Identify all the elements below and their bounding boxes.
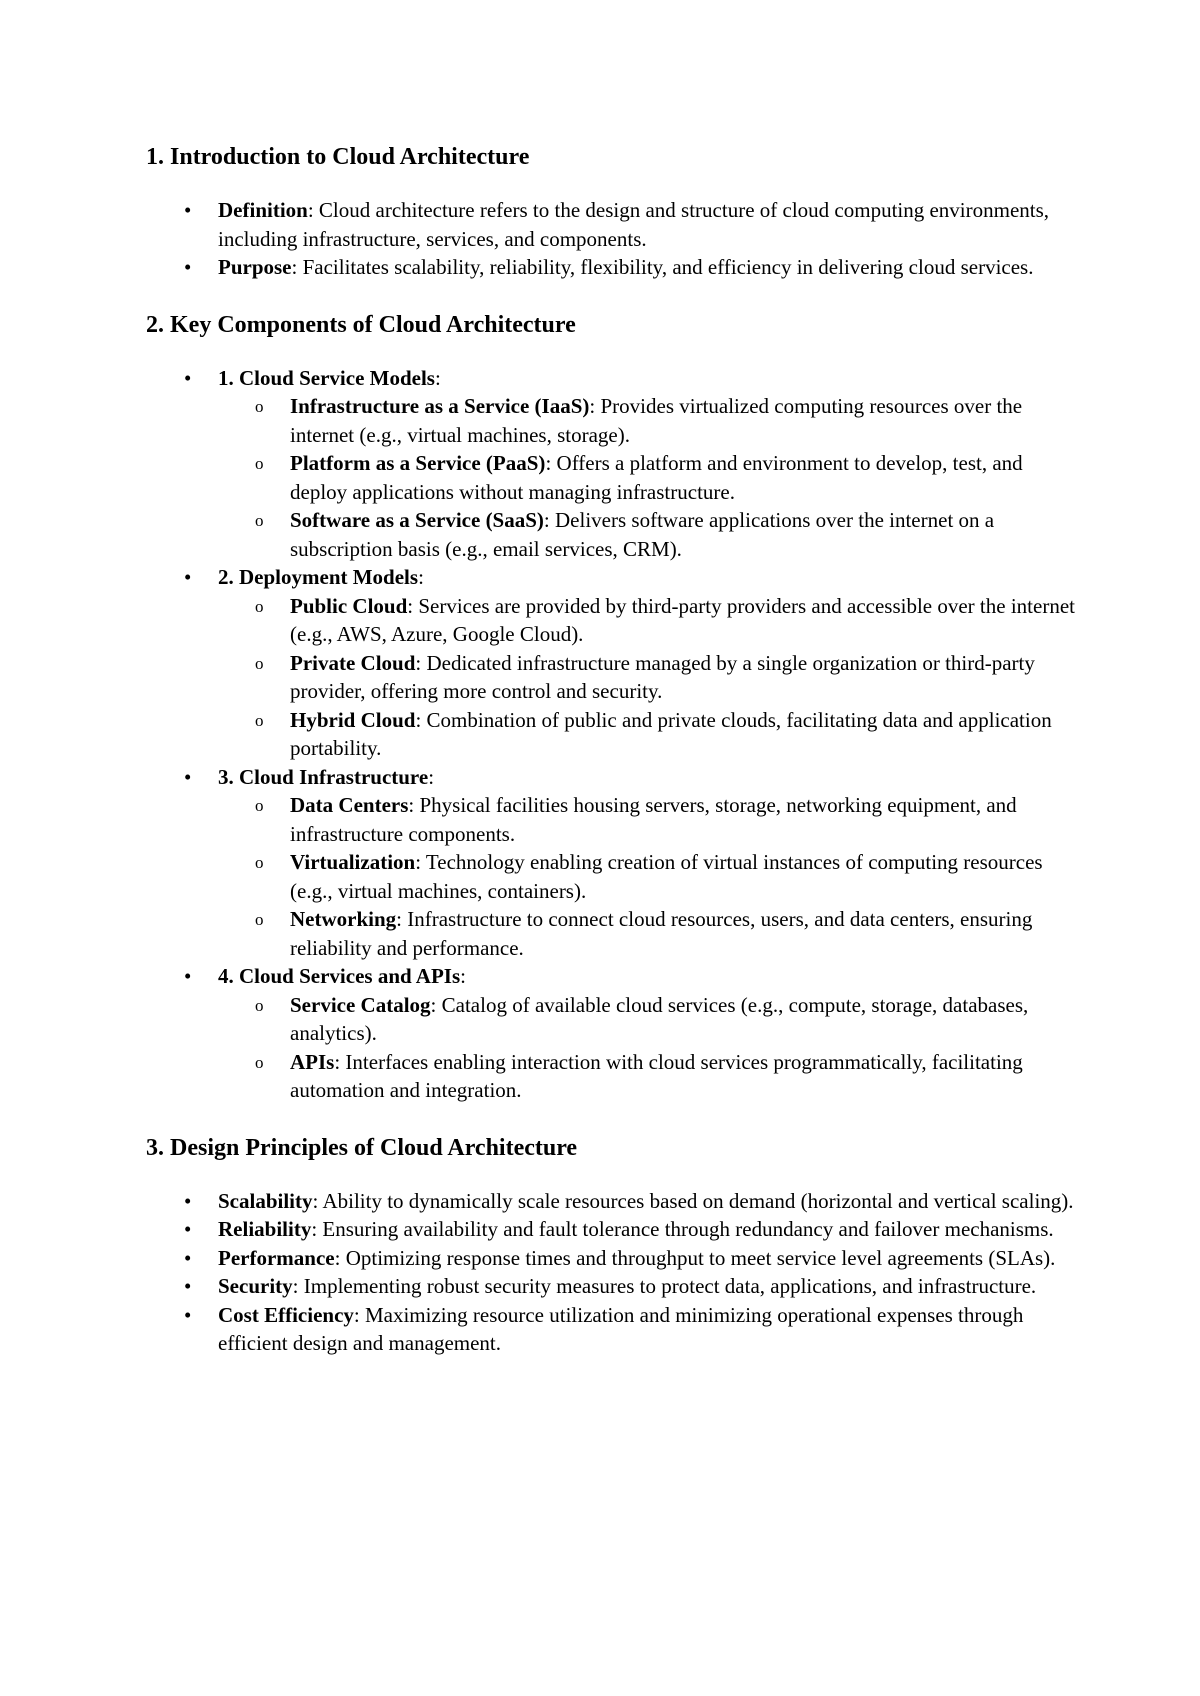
sub-item-text: : Services are provided by third-party providers and accessible over the internet (e.g., AWS, Azure, Google Cloud). <box>290 593 1075 646</box>
sub-bullet-icon: o <box>255 596 264 616</box>
bullet-icon: • <box>184 1245 192 1270</box>
sub-bullet-icon: o <box>255 1052 264 1072</box>
sub-item-term: Private Cloud <box>290 650 416 675</box>
sub-item-text: : Combination of public and private clouds, facilitating data and application portability. <box>290 707 1052 760</box>
item-term: Scalability <box>218 1188 313 1213</box>
list-item <box>146 1272 1076 1301</box>
sub-item-term: Virtualization <box>290 850 416 874</box>
sub-list-item <box>218 392 1076 449</box>
sub-item-term: Software as a Service (SaaS) <box>290 508 544 532</box>
sub-list-item <box>218 449 1076 506</box>
list-item <box>146 1187 1076 1216</box>
sub-item-text: : Physical facilities housing servers, storage, networking equipment, and infrastructure components. <box>290 793 1017 846</box>
section-key-components <box>146 310 1076 1105</box>
sub-bullet-icon: o <box>255 397 264 416</box>
item-term: Reliability <box>218 1217 312 1241</box>
sub-item-term: Public Cloud <box>290 593 408 618</box>
sub-list-item <box>218 791 1076 848</box>
sub-item-term: Service Catalog <box>290 992 431 1017</box>
sub-item-term: Infrastructure as a Service (IaaS) <box>290 394 590 418</box>
document-content <box>146 142 1076 1358</box>
list-item <box>146 253 1076 282</box>
bullet-icon: • <box>184 964 192 988</box>
item-text: : Facilitates scalability, reliability, flexibility, and efficiency in delivering cloud services. <box>291 255 1034 279</box>
bullet-icon: • <box>184 565 192 589</box>
list-item <box>146 1215 1076 1244</box>
list-item <box>146 563 1076 763</box>
bullet-icon: • <box>184 1274 192 1298</box>
sub-item-term: Networking <box>290 907 397 931</box>
item-term: Purpose <box>218 255 292 279</box>
sub-bullet-icon: o <box>255 910 264 929</box>
section-design-principles <box>146 1133 1076 1358</box>
sub-list-item <box>218 991 1076 1048</box>
sub-item-term: Platform as a Service (PaaS) <box>290 451 546 475</box>
list-item <box>146 364 1076 564</box>
item-term: 3. Cloud Infrastructure <box>218 764 429 789</box>
sub-list-item <box>218 506 1076 563</box>
item-text: : Implementing robust security measures to protect data, applications, and infrastructure. <box>292 1274 1037 1298</box>
sub-bullet-icon: o <box>255 454 264 473</box>
sub-list <box>218 592 1076 763</box>
section-heading: 1. Introduction to Cloud Architecture <box>146 144 530 170</box>
bullet-icon: • <box>184 1302 192 1327</box>
item-term: 1. Cloud Service Models <box>218 365 435 390</box>
bullet-list <box>146 196 1076 282</box>
section-heading: 2. Key Components of Cloud Architecture <box>146 311 576 338</box>
item-term: Performance <box>218 1245 335 1270</box>
sub-list-item <box>218 649 1076 706</box>
list-item <box>146 763 1076 963</box>
item-text: : Optimizing response times and throughput to meet service level agreements (SLAs). <box>334 1245 1056 1270</box>
sub-item-text: : Catalog of available cloud services (e.g., compute, storage, databases, analytics). <box>290 992 1029 1045</box>
list-item <box>146 196 1076 253</box>
sub-item-text: : Technology enabling creation of virtual instances of computing resources (e.g., virtual machines, containers). <box>290 850 1043 903</box>
item-term: 4. Cloud Services and APIs <box>218 964 461 988</box>
bullet-list <box>146 1187 1076 1358</box>
sub-list <box>218 392 1076 563</box>
section-introduction <box>146 142 1076 282</box>
list-item <box>146 1301 1076 1358</box>
sub-item-text: : Dedicated infrastructure managed by a single organization or third-party provider, offering more control and security. <box>290 650 1035 703</box>
sub-list-item <box>218 905 1076 962</box>
sub-list <box>218 791 1076 962</box>
item-term: 2. Deployment Models <box>218 565 419 589</box>
bullet-icon: • <box>184 764 192 789</box>
sub-item-text: : Offers a platform and environment to develop, test, and deploy applications without managing infrastructure. <box>290 451 1023 504</box>
sub-list-item <box>218 592 1076 649</box>
item-text: : <box>428 764 435 789</box>
sub-list-item <box>218 1048 1076 1105</box>
sub-bullet-icon: o <box>255 995 264 1015</box>
sub-bullet-icon: o <box>255 796 264 815</box>
sub-item-term: Hybrid Cloud <box>290 707 416 732</box>
item-text: : <box>418 565 424 589</box>
bullet-icon: • <box>184 1217 192 1241</box>
bullet-icon: • <box>184 198 192 222</box>
sub-item-text: : Interfaces enabling interaction with cloud services programmatically, facilitating automation and integration. <box>290 1049 1023 1102</box>
bullet-icon: • <box>184 1188 192 1213</box>
sub-list-item <box>218 706 1076 763</box>
bullet-list <box>146 364 1076 1105</box>
sub-list <box>218 991 1076 1105</box>
sub-bullet-icon: o <box>255 710 264 730</box>
bullet-icon: • <box>184 255 192 279</box>
item-text: : <box>460 964 466 988</box>
sub-item-term: Data Centers <box>290 793 409 817</box>
sub-bullet-icon: o <box>255 511 264 530</box>
list-item <box>146 1244 1076 1273</box>
sub-item-text: : Delivers software applications over the internet on a subscription basis (e.g., email services, CRM). <box>290 508 995 561</box>
item-term: Definition <box>218 198 308 222</box>
item-text: : <box>434 365 441 390</box>
item-text: : Cloud architecture refers to the design and structure of cloud computing environments, including infrastructure, services, and components. <box>218 198 1050 251</box>
sub-bullet-icon: o <box>255 853 264 872</box>
item-text: : Ensuring availability and fault tolerance through redundancy and failover mechanisms. <box>311 1217 1054 1241</box>
section-heading: 3. Design Principles of Cloud Architecture <box>146 1134 578 1161</box>
item-text: : Ability to dynamically scale resources based on demand (horizontal and vertical scaling). <box>312 1188 1074 1213</box>
sub-bullet-icon: o <box>255 653 264 673</box>
bullet-icon: • <box>184 365 192 390</box>
item-text: : Maximizing resource utilization and minimizing operational expenses through efficient design and management. <box>218 1302 1024 1355</box>
list-item <box>146 962 1076 1105</box>
item-term: Security <box>218 1274 293 1298</box>
item-term: Cost Efficiency <box>218 1302 354 1327</box>
sub-item-text: : Provides virtualized computing resources over the internet (e.g., virtual machines, storage). <box>290 394 1023 447</box>
sub-item-text: : Infrastructure to connect cloud resources, users, and data centers, ensuring reliability and performance. <box>290 907 1033 960</box>
sub-list-item <box>218 848 1076 905</box>
sub-item-term: APIs <box>290 1049 335 1074</box>
